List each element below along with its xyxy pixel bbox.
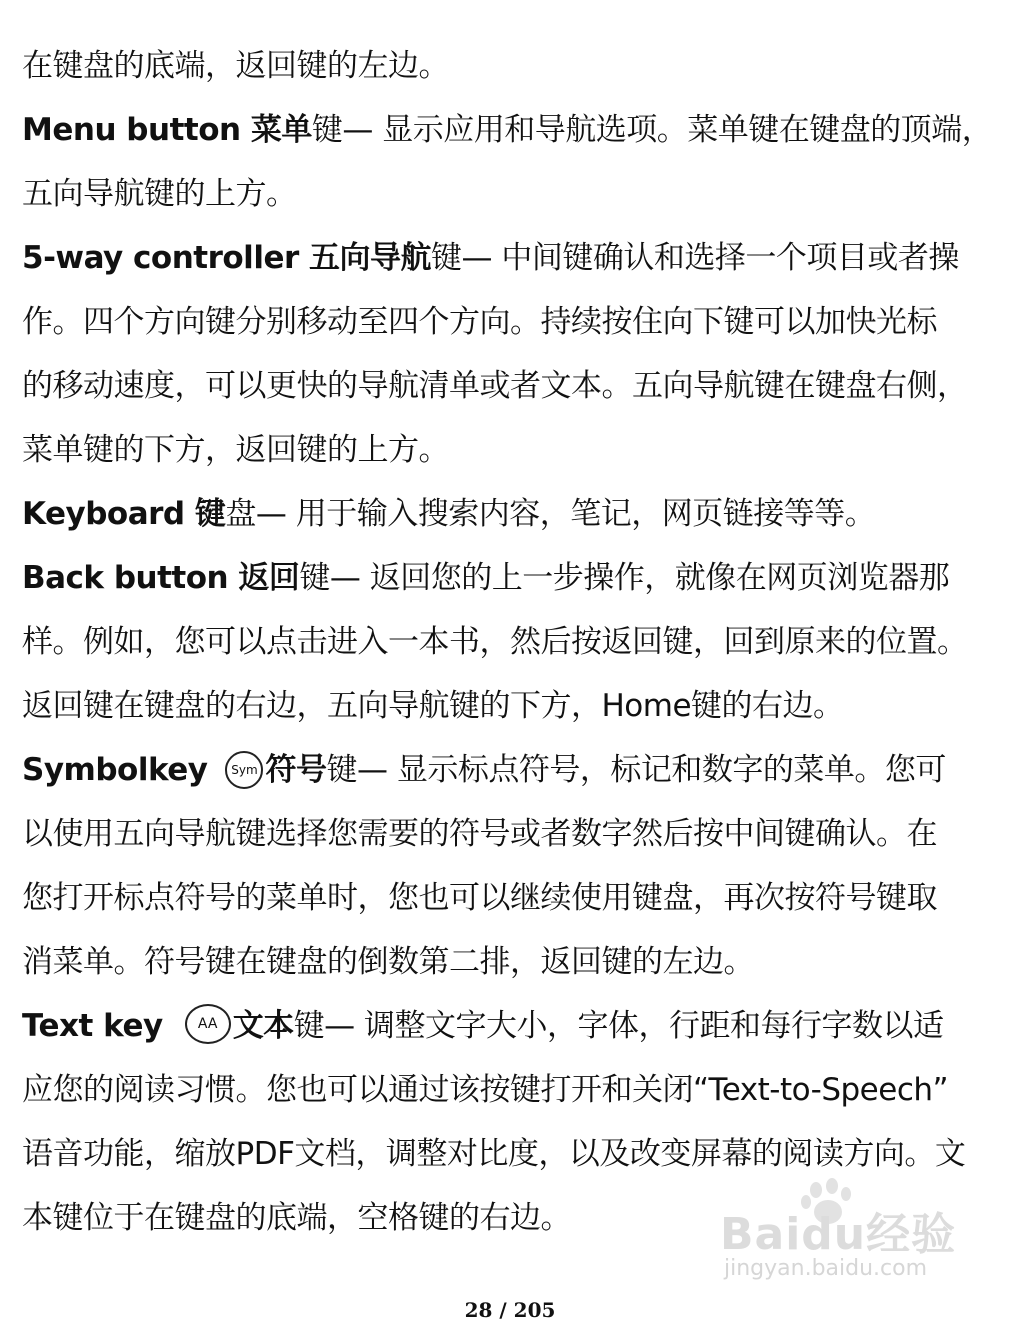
text-line <box>22 1058 1007 1122</box>
line-text: 您打开标点符号的菜单时，您也可以继续使用键盘，再次按符号键取 <box>22 880 937 916</box>
line-text: 键— 返回您的上一步操作，就像在网页浏览器那 <box>299 560 950 596</box>
text-line-back-button <box>22 546 1007 610</box>
line-text: 本键位于在键盘的底端，空格键的右边。 <box>22 1200 571 1236</box>
term-chinese: 五向导航 <box>309 240 432 276</box>
line-text: 的移动速度，可以更快的导航清单或者文本。五向导航键在键盘右侧， <box>22 368 968 404</box>
term-chinese: 键 <box>194 496 226 532</box>
line-text: 五向导航键的上方。 <box>22 176 297 212</box>
text-line <box>22 674 1007 738</box>
line-text: 键— 显示标点符号，标记和数字的菜单。您可 <box>326 752 946 788</box>
line-text: 盘— 用于输入搜索内容，笔记，网页链接等等。 <box>225 496 876 532</box>
text-line <box>22 418 1007 482</box>
line-text: 作。四个方向键分别移动至四个方向。持续按住向下键可以加快光标 <box>22 304 937 340</box>
text-line-keyboard <box>22 482 1007 546</box>
text-line <box>22 802 1007 866</box>
line-text: 应您的阅读习惯。您也可以通过该按键打开和关闭“Text-to-Speech” <box>22 1072 949 1108</box>
line-text: 以使用五向导航键选择您需要的符号或者数字然后按中间键确认。在 <box>22 816 937 852</box>
term-chinese: 返回 <box>238 560 300 596</box>
text-line-text-key <box>22 994 1007 1058</box>
term-english: Keyboard <box>22 496 195 532</box>
line-text: 消菜单。符号键在键盘的倒数第二排，返回键的左边。 <box>22 944 754 980</box>
text-line <box>22 34 1007 98</box>
line-text: 键— 调整文字大小，字体，行距和每行字数以适 <box>293 1008 944 1044</box>
text-line <box>22 354 1007 418</box>
text-line <box>22 290 1007 354</box>
line-text: 键— 显示应用和导航选项。菜单键在键盘的顶端， <box>311 112 993 148</box>
text-key-icon: AA <box>185 1004 231 1044</box>
text-line-symbol-key <box>22 738 1007 802</box>
line-text: 在键盘的底端，返回键的左边。 <box>22 48 449 84</box>
line-text: 返回键在键盘的右边，五向导航键的下方，Home键的右边。 <box>22 688 844 724</box>
term-chinese: 菜单 <box>250 112 312 148</box>
term-chinese: 文本 <box>232 1008 294 1044</box>
term-english: Back button <box>22 560 239 596</box>
term-english: Symbolkey <box>22 752 208 788</box>
line-text: 菜单键的下方，返回键的上方。 <box>22 432 449 468</box>
text-line <box>22 610 1007 674</box>
text-line <box>22 162 1007 226</box>
text-line-5-way-controller <box>22 226 1007 290</box>
text-line <box>22 866 1007 930</box>
symbol-key-icon: Sym <box>225 751 263 789</box>
page-number: 28 / 205 <box>464 1298 556 1322</box>
text-line <box>22 1122 1007 1186</box>
term-chinese: 符号 <box>265 752 327 788</box>
watermark-url: jingyan.baidu.com <box>724 1256 928 1281</box>
term-english: Text key <box>22 1008 163 1044</box>
term-english: 5-way controller <box>22 240 310 276</box>
line-text: 样。例如，您可以点击进入一本书，然后按返回键，回到原来的位置。 <box>22 624 968 660</box>
text-line <box>22 930 1007 994</box>
line-text: 语音功能，缩放PDF文档，调整对比度，以及改变屏幕的阅读方向。文 <box>22 1136 966 1172</box>
text-line-menu-button <box>22 98 1007 162</box>
watermark-brand: Baidu经验 <box>720 1209 957 1260</box>
baidu-watermark <box>720 1178 980 1288</box>
term-english: Menu button <box>22 112 251 148</box>
line-text: 键— 中间键确认和选择一个项目或者操 <box>431 240 959 276</box>
